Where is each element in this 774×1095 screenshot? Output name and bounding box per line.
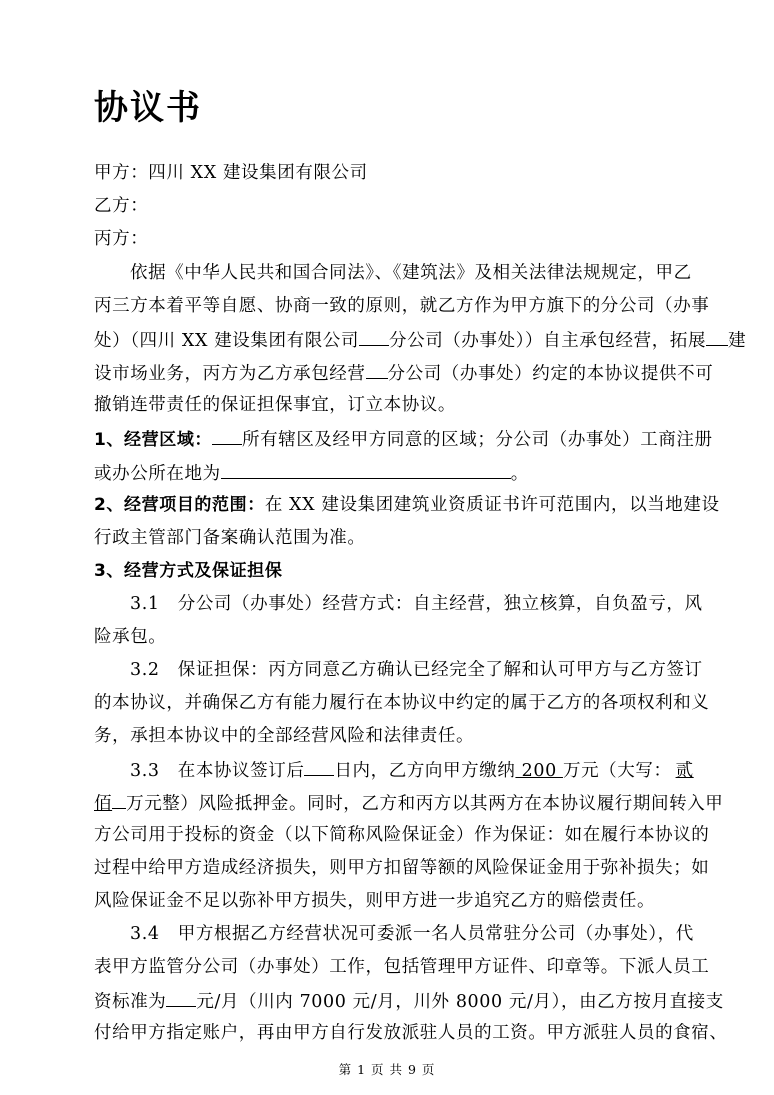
section-2-text: 在 XX 建设集团建筑业资质证书许可范围内，以当地建设 xyxy=(264,495,720,515)
clause-3-4-line: 表甲方监管分公司（办事处）工作，包括管理甲方证件、印章等。下派人员工 xyxy=(94,957,710,977)
party-a-line: 甲方：四川 XX 建设集团有限公司 xyxy=(94,163,368,183)
fill-in-blank xyxy=(166,989,196,1007)
section-1-line xyxy=(94,427,713,451)
preamble-line: 丙三方本着平等自愿、协商一致的原则，就乙方作为甲方旗下的分公司（办事 xyxy=(94,296,710,316)
section-1-line xyxy=(94,461,684,485)
fill-in-blank xyxy=(359,328,389,346)
preamble-text: 建 xyxy=(728,331,747,351)
amount-in-words: 贰 xyxy=(675,761,694,781)
clause-3-1-line: 3.1 分公司（办事处）经营方式：自主经营，独立核算，自负盈亏，风 xyxy=(130,594,703,614)
clause-3-1-line: 险承包。 xyxy=(94,627,167,647)
clause-3-4-text: 资标准为 xyxy=(94,992,167,1012)
section-2-label: 2、经营项目的范围： xyxy=(94,495,265,515)
section-2-line: 行政主管部门备案确认范围为准。 xyxy=(94,528,366,548)
clause-3-3-line xyxy=(130,758,720,782)
fill-in-blank xyxy=(212,427,242,445)
preamble-text: 分公司（办事处））自主承包经营，拓展 xyxy=(389,331,707,351)
section-3-heading: 3、经营方式及保证担保 xyxy=(94,561,283,581)
fill-in-blank xyxy=(221,461,511,479)
fill-in-blank xyxy=(706,328,728,346)
fill-in-blank xyxy=(366,361,388,379)
clause-3-3-line xyxy=(94,791,724,815)
clause-3-3-text: 日内，乙方向甲方缴纳 xyxy=(334,761,516,781)
party-b-line: 乙方： xyxy=(94,196,149,216)
fill-in-blank xyxy=(112,791,126,809)
preamble-text: 设市场业务，丙方为乙方承包经营 xyxy=(94,364,366,384)
section-1-text: 。 xyxy=(510,464,529,484)
clause-3-3-line: 过程中给甲方造成经济损失，则甲方扣留等额的风险保证金用于弥补损失；如 xyxy=(94,858,710,878)
clause-3-4-line xyxy=(94,989,724,1013)
clause-3-2-line: 的本协议，并确保乙方有能力履行在本协议中约定的属于乙方的各项权利和义 xyxy=(94,693,710,713)
clause-3-4-text: 元/月（川内 7000 元/月，川外 8000 元/月），由乙方按月直接支 xyxy=(196,992,724,1012)
clause-3-3-line: 方公司用于投标的资金（以下简称风险保证金）作为保证：如在履行本协议的 xyxy=(94,825,710,845)
document-title: 协议书 xyxy=(94,88,202,128)
preamble-text: 分公司（办事处）约定的本协议提供不可 xyxy=(387,364,714,384)
clause-3-4-line: 3.4 甲方根据乙方经营状况可委派一名人员常驻分公司（办事处），代 xyxy=(130,924,694,944)
clause-3-3-text: 万元（大写： xyxy=(562,761,672,781)
preamble-line: 撤销连带责任的保证担保事宜，订立本协议。 xyxy=(94,395,456,415)
clause-3-3-line: 风险保证金不足以弥补甲方损失，则甲方进一步追究乙方的赔偿责任。 xyxy=(94,891,656,911)
section-1-text: 所有辖区及经甲方同意的区域；分公司（办事处）工商注册 xyxy=(242,430,713,450)
page-number: 第 1 页 共 9 页 xyxy=(338,1062,436,1077)
fill-in-blank xyxy=(304,758,334,776)
preamble-line xyxy=(94,361,714,385)
amount-in-words: 佰 xyxy=(94,794,113,814)
clause-3-2-line: 3.2 保证担保：丙方同意乙方确认已经完全了解和认可甲方与乙方签订 xyxy=(130,660,703,680)
party-c-line: 丙方： xyxy=(94,229,149,249)
section-2-line xyxy=(94,494,720,516)
clause-3-3-text: 3.3 在本协议签订后 xyxy=(130,761,305,781)
clause-3-4-line: 付给甲方指定账户，再由甲方自行发放派驻人员的工资。甲方派驻人员的食宿、 xyxy=(94,1023,728,1043)
preamble-line xyxy=(94,328,747,352)
section-1-label: 1、经营区域： xyxy=(94,430,213,450)
preamble-text: 处）（四川 XX 建设集团有限公司 xyxy=(94,331,359,351)
deposit-amount: 200 xyxy=(515,761,563,781)
section-1-text: 或办公所在地为 xyxy=(94,464,221,484)
clause-3-3-text: 万元整）风险抵押金。同时，乙方和丙方以其两方在本协议履行期间转入甲 xyxy=(126,794,724,814)
clause-3-2-line: 务，承担本协议中的全部经营风险和法律责任。 xyxy=(94,726,475,746)
preamble-line: 依据《中华人民共和国合同法》、《建筑法》及相关法律法规规定，甲乙 xyxy=(130,263,692,283)
